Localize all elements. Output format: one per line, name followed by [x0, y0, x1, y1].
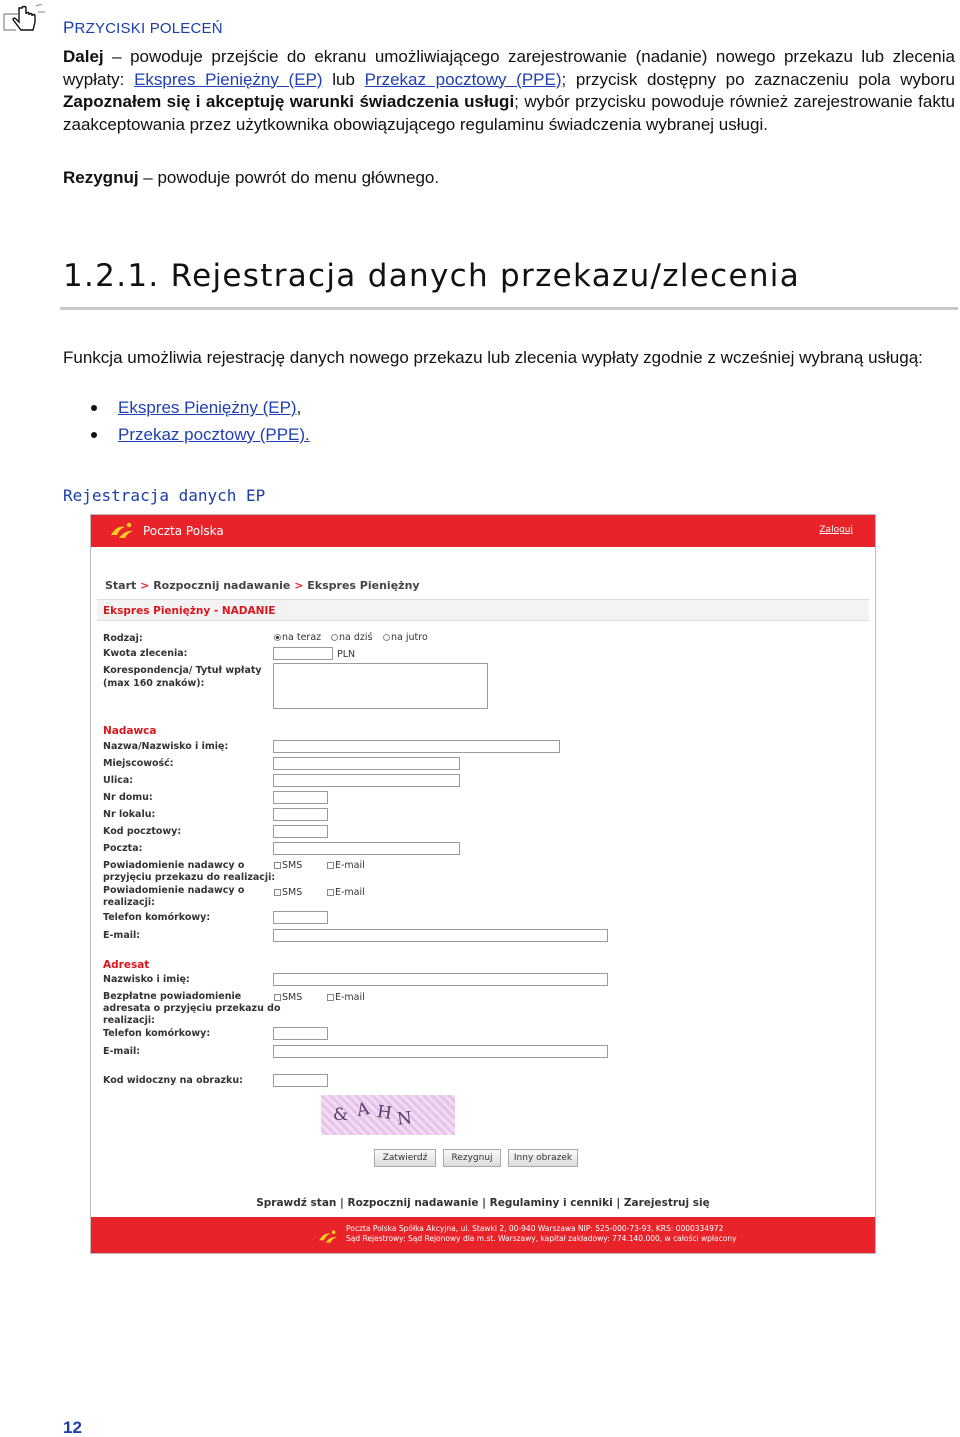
label-rodzaj: Rodzaj:	[103, 633, 143, 644]
radio-na-jutro[interactable]: na jutro	[383, 632, 428, 643]
radio-na-teraz[interactable]: na teraz	[274, 632, 321, 643]
section-caption: PRZYCISKI POLECEŃ	[63, 18, 223, 37]
ppe-list-link[interactable]: Przekaz pocztowy (PPE).	[118, 425, 310, 444]
nadawca-nazwa-input[interactable]	[273, 740, 560, 753]
footer-bar	[91, 1217, 875, 1254]
service-list	[63, 396, 310, 450]
label-kod-obrazek: Kod widoczny na obrazku:	[103, 1075, 243, 1086]
nadawca-telefon-input[interactable]	[273, 911, 328, 924]
label-email-2: E-mail:	[103, 1046, 141, 1057]
zatwierdz-button[interactable]: Zatwierdź	[374, 1149, 436, 1167]
breadcrumb: Start > Rozpocznij nadawanie > Ekspres Pieniężny	[105, 579, 420, 592]
footer-nav[interactable]: Sprawdź stan | Rozpocznij nadawanie | Regulaminy i cenniki | Zarejestruj się	[256, 1197, 710, 1209]
label-kod: Kod pocztowy:	[103, 826, 182, 837]
label-korespondencja-max: (max 160 znaków):	[103, 678, 205, 689]
checkbox-email-1[interactable]: E-mail	[327, 860, 365, 871]
checkbox-sms-3[interactable]: SMS	[274, 992, 302, 1003]
label-korespondencja: Korespondencja/ Tytuł wpłaty	[103, 665, 262, 676]
label-bezplatne-3: realizacji:	[103, 1015, 155, 1026]
ep-list-link[interactable]: Ekspres Pieniężny (EP)	[118, 398, 297, 417]
label-kwota: Kwota zlecenia:	[103, 648, 188, 659]
label-bezplatne-1: Bezpłatne powiadomienie	[103, 991, 242, 1002]
figure-caption: Rejestracja danych EP	[63, 486, 266, 505]
label-nr-domu: Nr domu:	[103, 792, 153, 803]
nr-domu-input[interactable]	[273, 791, 328, 804]
label-powiadomienie-2a: Powiadomienie nadawcy o	[103, 885, 245, 896]
ep-form-screenshot	[90, 514, 876, 1254]
footer-logo-icon	[317, 1229, 339, 1245]
heading-divider	[60, 307, 958, 310]
page-number: 12	[63, 1418, 82, 1437]
kwota-input[interactable]	[273, 647, 333, 660]
ulica-input[interactable]	[273, 774, 460, 787]
nr-lokalu-input[interactable]	[273, 808, 328, 821]
breadcrumb-ep: Ekspres Pieniężny	[307, 579, 420, 592]
label-nazwa: Nazwa/Nazwisko i imię:	[103, 741, 229, 752]
radio-na-dzis[interactable]: na dziś	[331, 632, 372, 643]
hand-pointer-icon	[2, 4, 46, 40]
rezygnuj-button[interactable]: Rezygnuj	[443, 1149, 501, 1167]
poczta-polska-logo-icon	[109, 521, 135, 541]
rezygnuj-description: Rezygnuj – powoduje powrót do menu głównego.	[63, 168, 440, 187]
adresat-nazwisko-input[interactable]	[273, 973, 608, 986]
footer-legal: Poczta Polska Spółka Akcyjna, ul. Stawki 2, 00-940 Warszawa NIP: 525-000-73-93, KRS: 0000334972 Sąd Rejestrowy: Sąd Rejonowy dla m.st. Warszawy, kapitał zakładowy: 774.140.000, w całości wpłacony	[346, 1224, 737, 1243]
label-telefon-2: Telefon komórkowy:	[103, 1028, 211, 1039]
ep-link[interactable]: Ekspres Pieniężny (EP)	[134, 69, 323, 89]
breadcrumb-nadawanie[interactable]: Rozpocznij nadawanie	[153, 579, 291, 592]
breadcrumb-start[interactable]: Start	[105, 579, 137, 592]
nadawca-email-input[interactable]	[273, 929, 608, 942]
intro-paragraph: Funkcja umożliwia rejestrację danych nowego przekazu lub zlecenia wypłaty zgodnie z wcześniej wybraną usługą:	[63, 348, 923, 367]
top-bar	[91, 515, 875, 547]
section-nadawca: Nadawca	[103, 725, 157, 737]
inny-obrazek-button[interactable]: Inny obrazek	[508, 1149, 578, 1167]
label-ulica: Ulica:	[103, 775, 134, 786]
dalej-description: Dalej – powoduje przejście do ekranu umożliwiającego zarejestrowanie (nadanie) nowego przekazu lub zlecenia wypłaty: Ekspres Pieniężny (EP) lub Przekaz pocztowy (PPE); przycisk dostępny po zaznaczeniu pola wyboru Zapoznałem się i akceptuję warunki świadczenia usługi; wybór przycisku powoduje również zarejestrowanie faktu zaakceptowania przez użytkownika obowiązującego regulaminu świadczenia wybranej usługi.	[63, 47, 955, 134]
poczta-input[interactable]	[273, 842, 460, 855]
checkbox-sms-1[interactable]: SMS	[274, 860, 302, 871]
form-title-bar: Ekspres Pieniężny - NADANIE	[97, 599, 869, 621]
section-heading: 1.2.1. Rejestracja danych przekazu/zlecenia	[63, 258, 801, 294]
label-miejscowosc: Miejscowość:	[103, 758, 174, 769]
korespondencja-textarea[interactable]	[273, 663, 488, 709]
adresat-email-input[interactable]	[273, 1045, 608, 1058]
kod-pocztowy-input[interactable]	[273, 825, 328, 838]
ppe-link[interactable]: Przekaz pocztowy (PPE)	[364, 69, 562, 89]
label-powiadomienie-1a: Powiadomienie nadawcy o	[103, 860, 245, 871]
label-powiadomienie-2b: realizacji:	[103, 897, 155, 908]
checkbox-sms-2[interactable]: SMS	[274, 887, 302, 898]
currency-label: PLN	[337, 649, 356, 660]
label-bezplatne-2: adresata o przyjęciu przekazu do	[103, 1003, 281, 1014]
section-adresat: Adresat	[103, 959, 150, 971]
label-nr-lokalu: Nr lokalu:	[103, 809, 156, 820]
list-item: Ekspres Pieniężny (EP),	[63, 396, 310, 423]
label-telefon: Telefon komórkowy:	[103, 912, 211, 923]
brand-name: Poczta Polska	[143, 524, 224, 538]
label-powiadomienie-1b: przyjęciu przekazu do realizacji:	[103, 872, 276, 883]
login-link[interactable]: Zaloguj	[819, 525, 853, 535]
captcha-input[interactable]	[273, 1074, 328, 1087]
label-email: E-mail:	[103, 930, 141, 941]
adresat-telefon-input[interactable]	[273, 1027, 328, 1040]
miejscowosc-input[interactable]	[273, 757, 460, 770]
checkbox-email-2[interactable]: E-mail	[327, 887, 365, 898]
list-item	[63, 423, 310, 450]
captcha-image: & A H N	[321, 1095, 455, 1135]
label-poczta: Poczta:	[103, 843, 143, 854]
checkbox-email-3[interactable]: E-mail	[327, 992, 365, 1003]
label-nazwisko: Nazwisko i imię:	[103, 974, 190, 985]
